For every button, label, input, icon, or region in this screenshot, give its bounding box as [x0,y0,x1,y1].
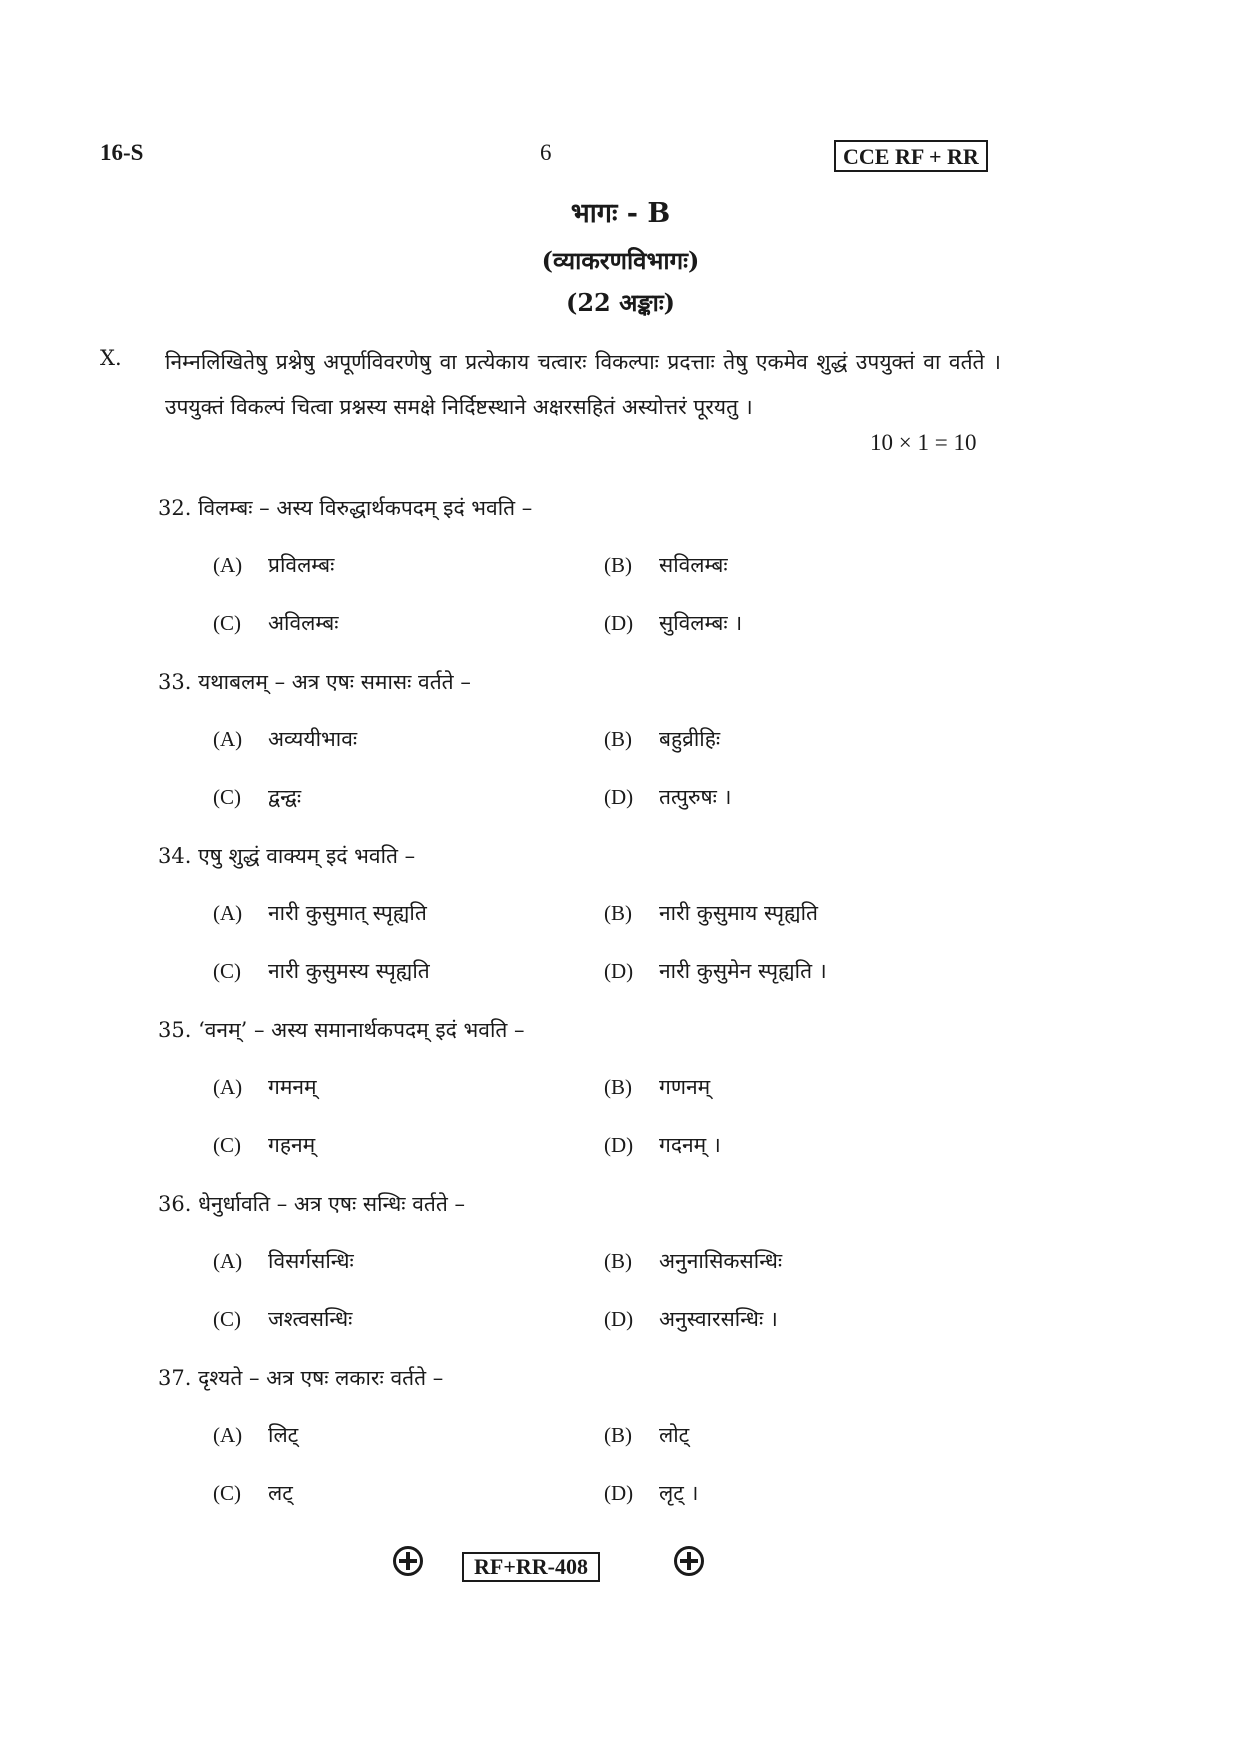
option-label: (B) [604,727,632,751]
option-label: (C) [213,785,241,809]
option-d [604,1479,698,1507]
option-d [604,1305,778,1333]
option-text: अनुस्वारसन्धिः । [659,1307,778,1331]
option-text: सुविलम्बः । [659,611,743,635]
instruction-marks: 10 × 1 = 10 [870,430,977,455]
question-text: 37. दृश्यते – अत्र एषः लकारः वर्तते – [158,1366,444,1390]
section-marks: (22 अङ्काः) [565,288,676,317]
option-c [213,609,338,637]
option-b [604,725,720,753]
instruction-text: निम्नलिखितेषु प्रश्नेषु अपूर्णविवरणेषु वा प्रत्येकाय चत्वारः विकल्पाः प्रदत्ताः तेषु एकमेव शुद्धं उपयुक्तं वा वर्तते । उपयुक्तं विकल्पं चित्वा प्रश्नस्य समक्षे निर्दिष्टस्थाने अक्षरसहितं अस्योत्तरं पूरयतु । [165,350,1001,419]
option-text: नारी कुसुमस्य स्पृह्यति [268,959,430,983]
question-text: 33. यथाबलम् – अत्र एषः समासः वर्तते – [158,670,471,694]
registration-mark-icon [674,1546,704,1576]
option-b [604,899,818,927]
option-label: (B) [604,1423,632,1447]
option-c [213,783,301,811]
option-label: (A) [213,1249,243,1273]
option-text: सविलम्बः [659,553,728,577]
option-c [213,1479,293,1507]
option-d [604,957,827,985]
option-text: अविलम्बः [268,611,339,635]
option-text: नारी कुसुमेन स्पृह्यति । [659,959,827,983]
option-label: (C) [213,611,241,635]
option-a [213,551,334,579]
option-text: लट् [268,1481,293,1505]
option-a [213,1247,354,1275]
option-text: जश्त्वसन्धिः [268,1307,353,1331]
option-a [213,725,357,753]
option-label: (C) [213,959,241,983]
option-label: (B) [604,553,632,577]
option-label: (D) [604,611,634,635]
option-label: (D) [604,1133,634,1157]
option-a [213,1421,298,1449]
option-label: (B) [604,1249,632,1273]
part-title: भागः - B [570,198,671,229]
option-text: गदनम् । [659,1133,721,1157]
page-number: 6 [540,140,552,165]
option-c [213,957,430,985]
option-text: नारी कुसुमाय स्पृह्यति [659,901,819,925]
question-text: 32. विलम्बः – अस्य विरुद्धार्थकपदम् इदं भवति – [158,496,533,520]
option-text: गमनम् [268,1075,317,1099]
question-text: 36. धेनुर्धावति – अत्र एषः सन्धिः वर्तते – [158,1192,465,1216]
section-title: (व्याकरणविभागः) [541,246,700,275]
option-label: (A) [213,1423,243,1447]
option-b [604,551,728,579]
footer-code-box: RF+RR-408 [462,1552,600,1582]
option-c [213,1131,315,1159]
option-text: अनुनासिकसन्धिः [659,1249,783,1273]
option-label: (C) [213,1307,241,1331]
option-b [604,1073,710,1101]
option-label: (C) [213,1133,241,1157]
option-b [604,1421,689,1449]
option-a [213,899,427,927]
option-label: (A) [213,901,243,925]
option-a [213,1073,317,1101]
option-text: विसर्गसन्धिः [268,1249,354,1273]
option-d [604,1131,721,1159]
option-label: (C) [213,1481,241,1505]
option-text: प्रविलम्बः [268,553,335,577]
option-text: बहुव्रीहिः [659,727,721,751]
registration-mark-icon [393,1546,423,1576]
option-text: लिट् [268,1423,299,1447]
option-label: (D) [604,785,634,809]
option-text: नारी कुसुमात् स्पृह्यति [268,901,427,925]
option-b [604,1247,782,1275]
option-text: गहनम् [268,1133,316,1157]
option-text: गणनम् [659,1075,711,1099]
option-text: अव्ययीभावः [268,727,358,751]
option-text: लोट् [659,1423,690,1447]
exam-code-box: CCE RF + RR [834,140,988,172]
option-d [604,783,732,811]
option-text: द्वन्द्वः [268,785,302,809]
option-label: (A) [213,553,243,577]
option-label: (A) [213,1075,243,1099]
option-text: लृट् । [659,1481,699,1505]
option-c [213,1305,352,1333]
option-d [604,609,742,637]
option-label: (B) [604,1075,632,1099]
option-label: (D) [604,1307,634,1331]
option-label: (A) [213,727,243,751]
instruction-number: X. [100,346,122,370]
question-text: 35. ‘वनम्’ – अस्य समानार्थकपदम् इदं भवति – [158,1018,525,1042]
option-text: तत्पुरुषः । [659,785,732,809]
option-label: (D) [604,959,634,983]
question-text: 34. एषु शुद्धं वाक्यम् इदं भवति – [158,844,416,868]
paper-code: 16-S [100,140,144,165]
option-label: (B) [604,901,632,925]
option-label: (D) [604,1481,634,1505]
